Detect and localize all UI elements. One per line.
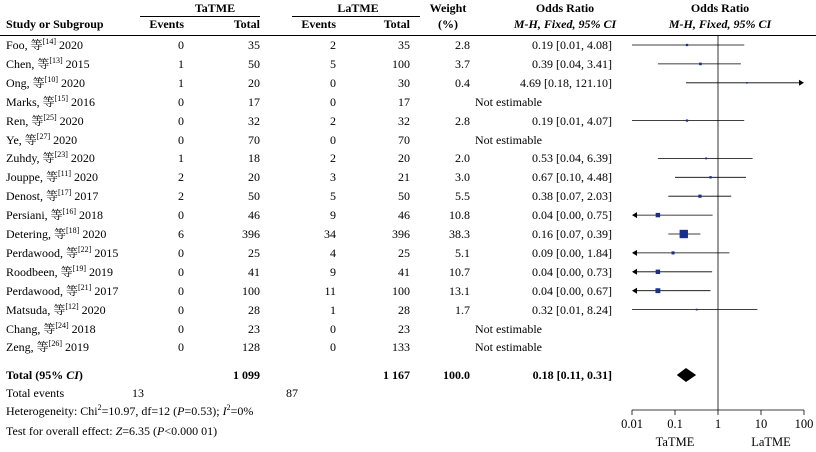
total-t2: 1 167: [383, 368, 410, 382]
events2-cell: 11: [324, 283, 336, 298]
heterogeneity-text: Heterogeneity: Chi$^2$=10.97, df=12 (P=0.53); $I^2=0\%$: [6, 403, 254, 418]
study-marker: [680, 230, 688, 238]
or-title-left: Odds Ratio: [535, 1, 595, 15]
or-cell: 0.04 [0.00, 0.67]: [532, 283, 612, 298]
ci-arrow-left: [632, 269, 637, 275]
total2-header: Total: [383, 17, 410, 31]
events1-cell: 0: [178, 283, 184, 298]
x-tick-label: 100: [794, 417, 814, 431]
events2-header: Events: [301, 17, 336, 31]
events2-cell: 0: [330, 132, 336, 147]
total1-cell: 35: [248, 38, 260, 52]
total1-cell: 41: [248, 264, 260, 279]
study-name: Chen, 等[13] 2015: [6, 55, 90, 71]
study-marker: [672, 251, 675, 254]
total2-cell: 133: [392, 340, 410, 355]
events2-cell: 0: [330, 75, 336, 90]
or-cell: Not estimable: [475, 94, 542, 109]
study-name: Ong, 等[10] 2020: [6, 74, 85, 90]
events1-cell: 0: [178, 113, 184, 128]
weight-cell: 38.3: [449, 227, 470, 241]
weight-cell: 3.7: [455, 56, 470, 71]
or-cell: 0.39 [0.04, 3.41]: [532, 56, 612, 71]
study-name: Perdawood, 等[21] 2017: [6, 282, 119, 298]
events1-cell: 0: [178, 245, 184, 260]
study-name: Roodbeen, 等[19] 2019: [6, 263, 113, 279]
events1-header: Events: [149, 17, 184, 31]
or-cell: Not estimable: [475, 321, 542, 336]
weight-cell: 5.1: [455, 245, 470, 260]
events2-cell: 0: [330, 340, 336, 355]
total2-cell: 100: [392, 283, 410, 298]
total2-cell: 25: [398, 245, 410, 260]
pooled-diamond: [677, 368, 696, 382]
total2-cell: 35: [398, 38, 410, 52]
favours-left-label: TaTME: [655, 435, 695, 449]
events1-cell: 0: [178, 340, 184, 355]
events2-cell: 0: [330, 321, 336, 336]
total2-cell: 100: [392, 56, 410, 71]
total2-cell: 30: [398, 75, 410, 90]
study-marker: [656, 213, 660, 217]
total1-cell: 20: [248, 75, 260, 90]
weight-header: Weight: [429, 1, 467, 15]
ci-arrow-right: [799, 80, 804, 86]
total2-cell: 28: [398, 302, 410, 317]
or-cell: Not estimable: [475, 132, 542, 147]
study-name: Chang, 等[24] 2018: [6, 320, 96, 336]
total-events-label: Total events: [6, 386, 65, 400]
total2-cell: 21: [398, 170, 410, 185]
total1-cell: 100: [242, 283, 260, 298]
total1-cell: 23: [248, 321, 260, 336]
total-t1: 1 099: [233, 368, 260, 382]
total1-cell: 20: [248, 170, 260, 185]
total-events-e1: 13: [132, 386, 144, 400]
total2-cell: 23: [398, 321, 410, 336]
events1-cell: 2: [178, 170, 184, 185]
or-cell: 0.32 [0.01, 8.24]: [532, 302, 612, 317]
weight-cell: 3.0: [455, 170, 470, 185]
total-label: Total (95% CI): [6, 368, 83, 382]
x-tick-label: 0.1: [667, 417, 683, 431]
or-cell: 0.04 [0.00, 0.73]: [532, 264, 612, 279]
total1-cell: 50: [248, 189, 260, 204]
total2-cell: 50: [398, 189, 410, 204]
or-cell: 0.04 [0.00, 0.75]: [532, 208, 612, 223]
total2-cell: 20: [398, 151, 410, 166]
study-name: Ye, 等[27] 2020: [6, 131, 78, 147]
total1-cell: 28: [248, 302, 260, 317]
or-cell: Not estimable: [475, 340, 542, 355]
total2-cell: 17: [398, 94, 410, 109]
or-cell: 0.19 [0.01, 4.08]: [532, 38, 612, 52]
events2-cell: 2: [330, 38, 336, 52]
total1-cell: 396: [242, 227, 260, 241]
ci-arrow-left: [632, 212, 637, 218]
study-marker: [696, 309, 698, 311]
events1-cell: 0: [178, 321, 184, 336]
study-name: Persiani, 等[16] 2018: [6, 207, 103, 223]
events1-cell: 1: [178, 56, 184, 71]
x-tick-label: 10: [754, 417, 768, 431]
weight-cell: 2.8: [455, 113, 470, 128]
events1-cell: 0: [178, 208, 184, 223]
total-events-e2: 87: [286, 386, 298, 400]
total2-cell: 70: [398, 132, 410, 147]
study-marker: [656, 270, 660, 274]
or-cell: 0.09 [0.00, 1.84]: [532, 245, 612, 260]
weight-cell: 10.8: [449, 208, 470, 223]
events2-cell: 2: [330, 151, 336, 166]
or-method-left: M-H, Fixed, 95% CI: [513, 17, 617, 31]
or-cell: 0.38 [0.07, 2.03]: [532, 189, 612, 204]
study-name: Zeng, 等[26] 2019: [6, 339, 89, 355]
x-tick-label: 1: [714, 417, 722, 431]
events1-cell: 6: [178, 227, 184, 241]
weight-cell: 0.4: [455, 75, 470, 90]
total2-cell: 396: [392, 227, 410, 241]
events1-cell: 0: [178, 132, 184, 147]
or-cell: 0.53 [0.04, 6.39]: [532, 151, 612, 166]
events2-cell: 5: [330, 56, 336, 71]
events1-cell: 0: [178, 38, 184, 52]
total1-cell: 128: [242, 340, 260, 355]
weight-cell: 5.5: [455, 189, 470, 204]
weight-cell: 10.7: [449, 264, 470, 279]
study-marker: [746, 82, 748, 84]
study-marker: [655, 288, 660, 293]
favours-right-label: LaTME: [751, 435, 791, 449]
study-name: Perdawood, 等[22] 2015: [6, 244, 119, 260]
or-title-right: Odds Ratio: [690, 1, 750, 15]
events1-cell: 1: [178, 151, 184, 166]
events2-cell: 9: [330, 264, 336, 279]
study-marker: [686, 119, 688, 121]
total-or: 0.18 [0.11, 0.31]: [532, 368, 612, 382]
study-marker: [699, 63, 702, 66]
study-name: Zuhdy, 等[23] 2020: [6, 150, 95, 166]
total1-header: Total: [233, 17, 260, 31]
study-column-header: Study or Subgroup: [6, 17, 104, 31]
events2-cell: 3: [330, 170, 336, 185]
events2-cell: 5: [330, 189, 336, 204]
x-tick-label: 0.01: [621, 417, 643, 431]
total1-cell: 17: [248, 94, 260, 109]
total-weight: 100.0: [443, 368, 470, 382]
total2-cell: 41: [398, 264, 410, 279]
total1-cell: 18: [248, 151, 260, 166]
study-name: Marks, 等[15] 2016: [6, 93, 95, 109]
events1-cell: 2: [178, 189, 184, 204]
overall-effect-text: Test for overall effect: Z=6.35 (P<0.000 01): [6, 424, 218, 438]
total1-cell: 50: [248, 56, 260, 71]
ci-arrow-left: [632, 250, 637, 256]
study-marker: [698, 195, 701, 198]
study-name: Foo, 等[14] 2020: [6, 37, 84, 52]
or-cell: 0.19 [0.01, 4.07]: [532, 113, 612, 128]
events2-cell: 34: [324, 227, 336, 241]
weight-cell: 2.0: [455, 151, 470, 166]
events2-cell: 4: [330, 245, 336, 260]
or-cell: 4.69 [0.18, 121.10]: [520, 75, 612, 90]
weight-unit-header: (%): [438, 17, 458, 31]
study-name: Ren, 等[25] 2020: [6, 112, 84, 128]
events1-cell: 0: [178, 94, 184, 109]
or-cell: 0.16 [0.07, 0.39]: [532, 227, 612, 241]
study-name: Matsuda, 等[12] 2020: [6, 301, 106, 317]
study-marker: [709, 176, 711, 178]
events1-cell: 0: [178, 302, 184, 317]
weight-cell: 1.7: [455, 302, 470, 317]
total2-cell: 46: [398, 208, 410, 223]
events2-cell: 1: [330, 302, 336, 317]
group2-header: LaTME: [337, 1, 379, 15]
ci-arrow-left: [632, 288, 637, 294]
study-marker: [686, 44, 688, 46]
study-name: Jouppe, 等[11] 2020: [6, 169, 99, 185]
events2-cell: 9: [330, 208, 336, 223]
or-method-right: M-H, Fixed, 95% CI: [668, 17, 772, 31]
study-name: Detering, 等[18] 2020: [6, 226, 107, 241]
total1-cell: 46: [248, 208, 260, 223]
events2-cell: 2: [330, 113, 336, 128]
weight-cell: 2.8: [455, 38, 470, 52]
weight-cell: 13.1: [449, 283, 470, 298]
total1-cell: 25: [248, 245, 260, 260]
study-name: Denost, 等[17] 2017: [6, 188, 99, 204]
events1-cell: 0: [178, 264, 184, 279]
study-marker: [705, 157, 707, 159]
total2-cell: 32: [398, 113, 410, 128]
events1-cell: 1: [178, 75, 184, 90]
total1-cell: 70: [248, 132, 260, 147]
total1-cell: 32: [248, 113, 260, 128]
or-cell: 0.67 [0.10, 4.48]: [532, 170, 612, 185]
group1-header: TaTME: [194, 1, 236, 15]
events2-cell: 0: [330, 94, 336, 109]
